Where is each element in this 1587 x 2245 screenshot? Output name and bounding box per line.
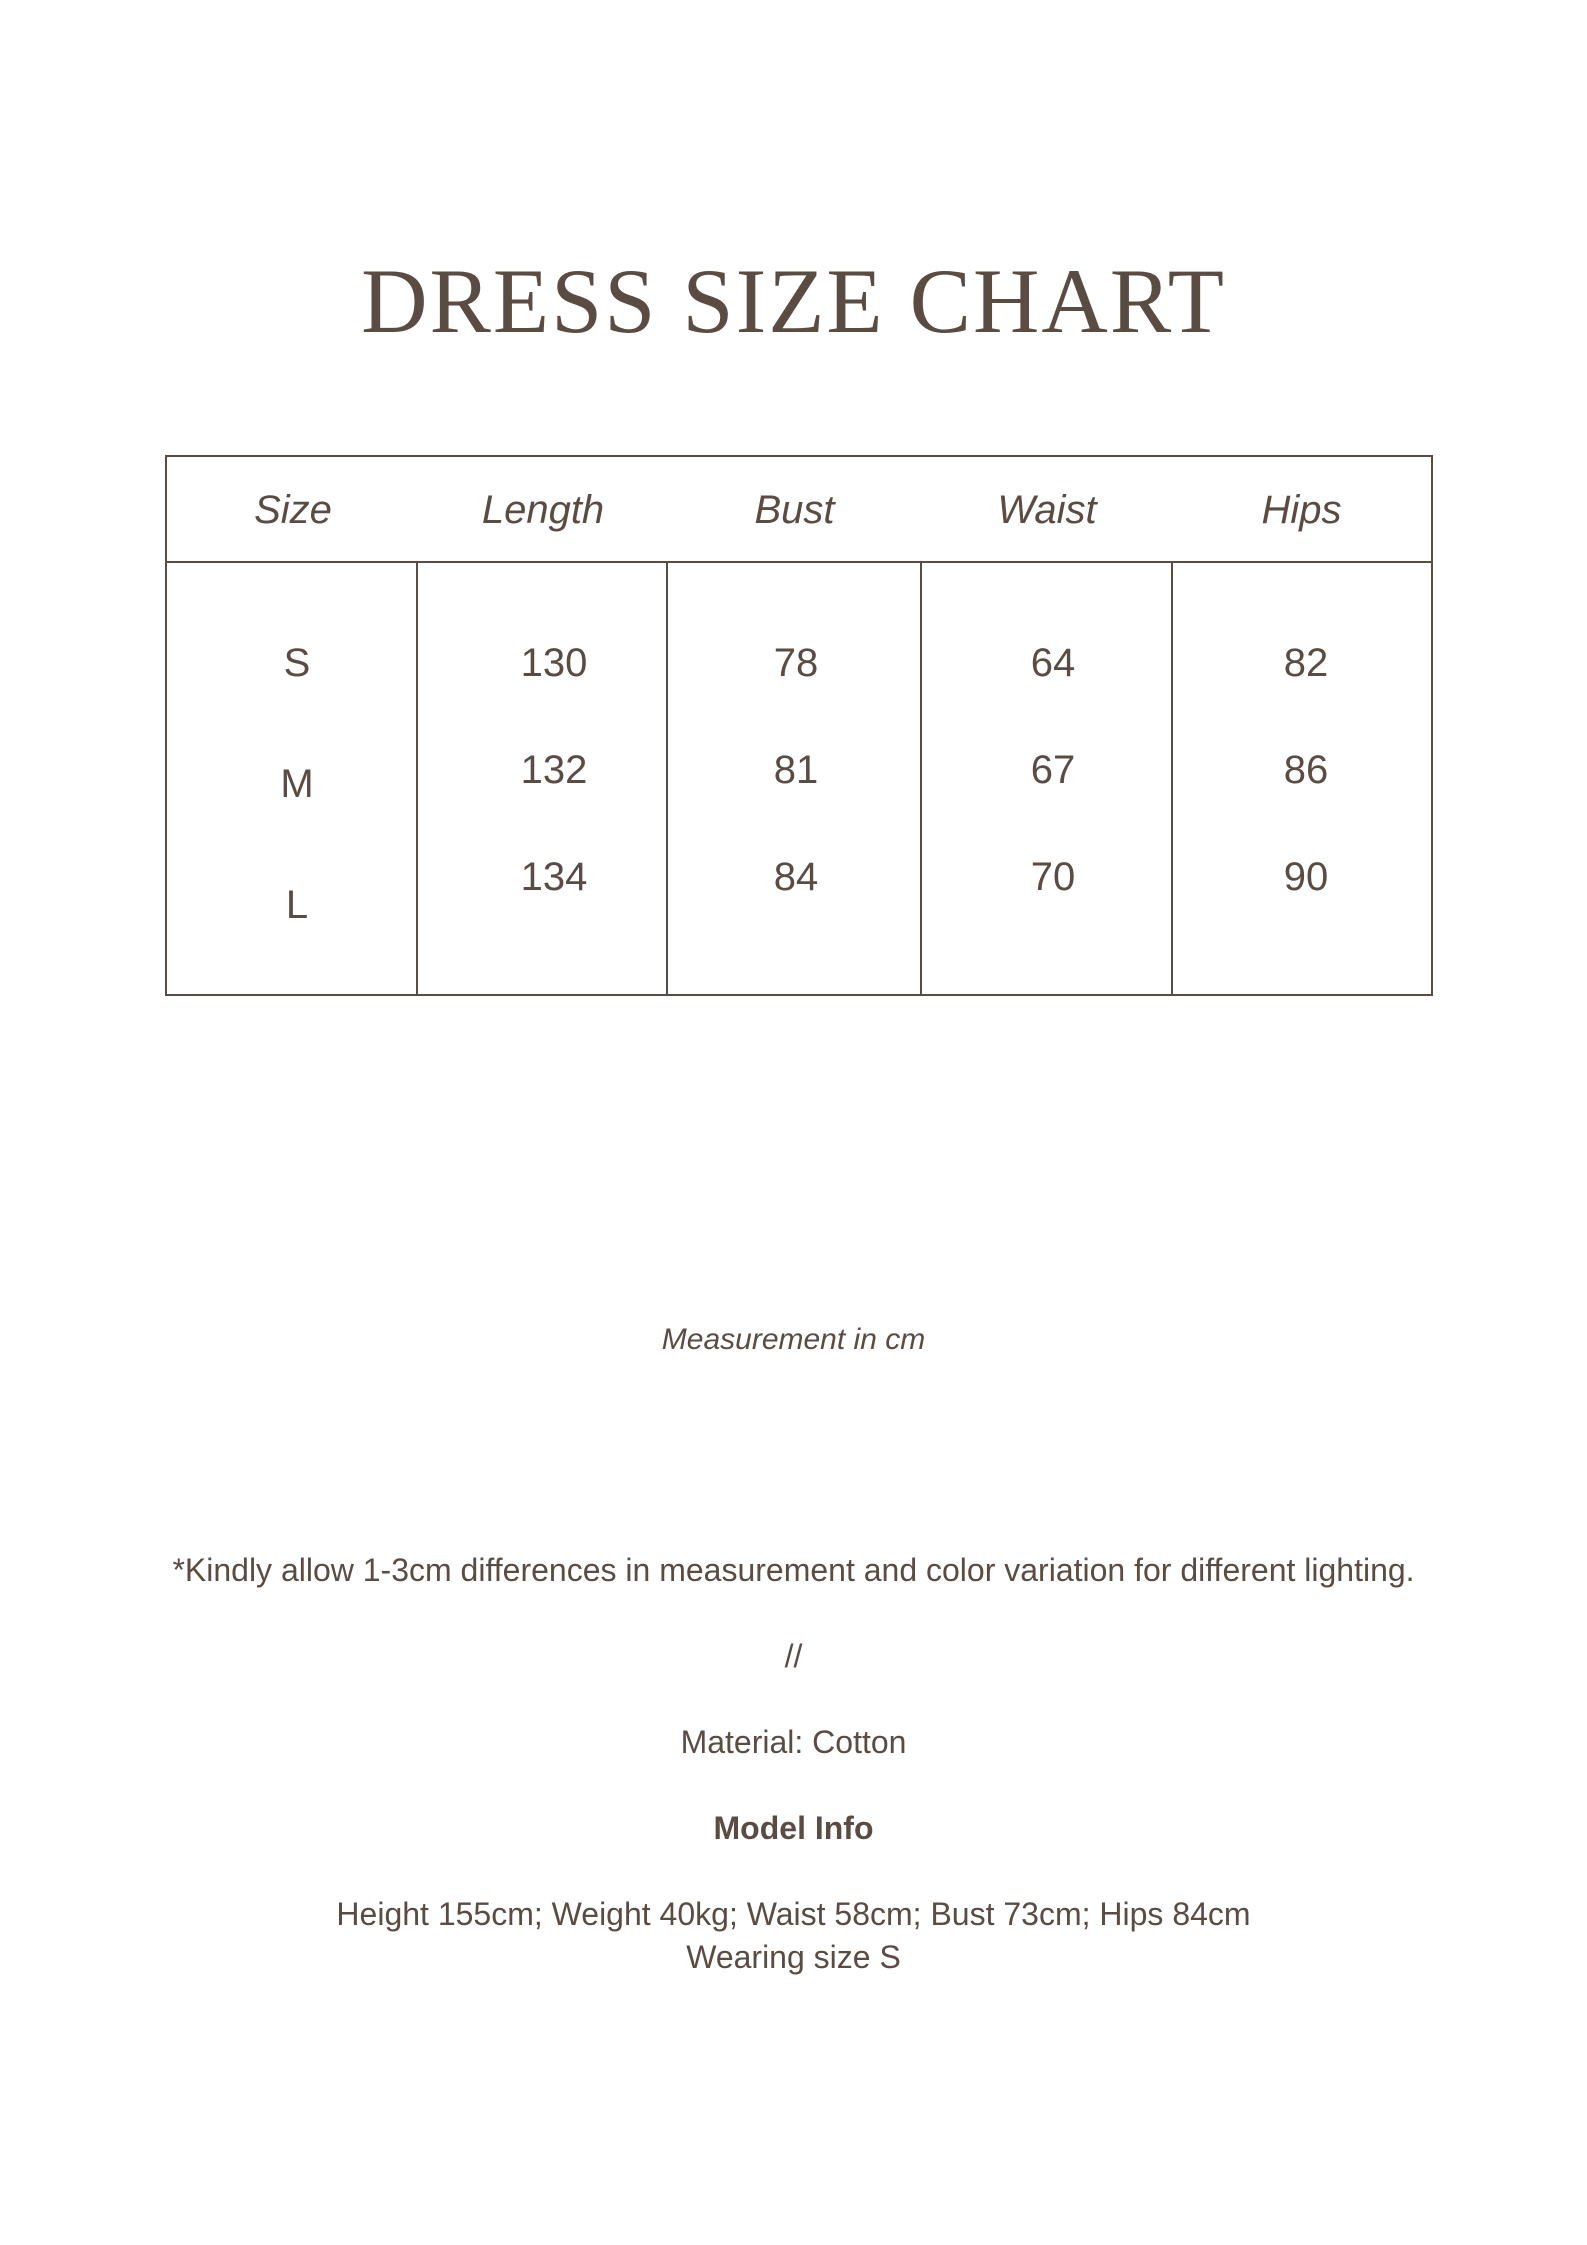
material-info: Material: Cotton: [680, 1724, 907, 1760]
header-length: Length: [481, 488, 605, 532]
cell-bust-m: 81: [773, 748, 819, 792]
column-divider: [1171, 563, 1173, 994]
cell-size-s: S: [283, 641, 311, 685]
table-header-row: [167, 457, 1431, 563]
model-info-heading: Model Info: [713, 1810, 874, 1846]
cell-size-m: M: [280, 762, 314, 806]
model-wearing-size: Wearing size S: [686, 1939, 901, 1975]
separator: //: [784, 1638, 803, 1674]
header-size: Size: [254, 488, 332, 532]
header-bust: Bust: [754, 488, 835, 532]
size-chart-table: [165, 455, 1433, 996]
column-divider: [666, 563, 668, 994]
page-title: DRESS SIZE CHART: [361, 250, 1226, 352]
column-divider: [920, 563, 922, 994]
cell-length-l: 134: [520, 855, 588, 899]
column-divider: [416, 563, 418, 994]
cell-waist-s: 64: [1030, 641, 1076, 685]
disclaimer-text: *Kindly allow 1-3cm differences in measurement and color variation for different lighting.: [172, 1552, 1415, 1588]
cell-length-m: 132: [520, 748, 588, 792]
model-stats: Height 155cm; Weight 40kg; Waist 58cm; Bust 73cm; Hips 84cm: [336, 1896, 1251, 1932]
cell-size-l: L: [285, 883, 309, 927]
cell-bust-s: 78: [773, 641, 819, 685]
cell-length-s: 130: [520, 641, 588, 685]
cell-hips-l: 90: [1283, 855, 1329, 899]
cell-waist-l: 70: [1030, 855, 1076, 899]
measurement-note: Measurement in cm: [661, 1323, 926, 1356]
cell-hips-m: 86: [1283, 748, 1329, 792]
header-hips: Hips: [1261, 488, 1342, 532]
cell-hips-s: 82: [1283, 641, 1329, 685]
header-waist: Waist: [997, 488, 1097, 532]
cell-waist-m: 67: [1030, 748, 1076, 792]
cell-bust-l: 84: [773, 855, 819, 899]
